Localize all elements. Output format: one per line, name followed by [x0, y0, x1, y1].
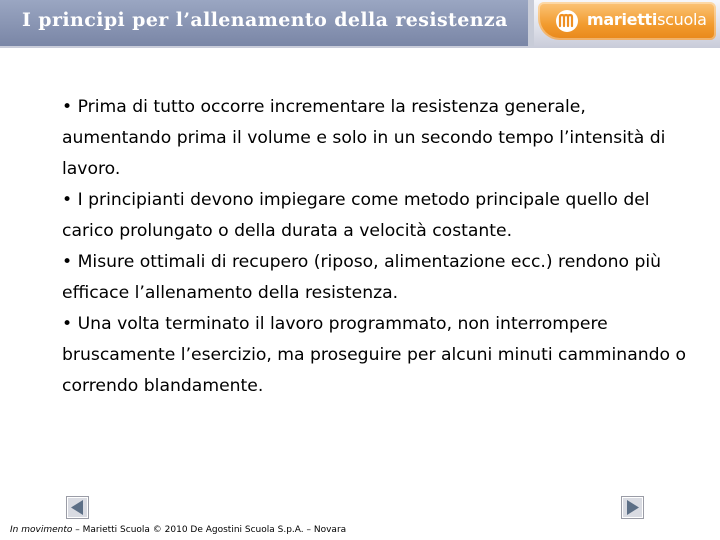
- publisher-logo: [538, 2, 716, 40]
- title-bar: [0, 0, 532, 46]
- bullet-paragraph: • Prima di tutto occorre incrementare la resistenza generale, aumentando prima il volume e solo in un secondo tempo l’intensità di lavoro.: [62, 97, 666, 179]
- page-title: I principi per l’allenamento della resistenza: [22, 9, 508, 31]
- triangle-right-icon: [621, 496, 644, 519]
- next-slide-button[interactable]: [621, 496, 644, 519]
- publisher-name-light: scuola: [657, 10, 707, 29]
- slide-body: [62, 92, 692, 402]
- footer-credit: [10, 525, 346, 535]
- publisher-name-bold: marietti: [587, 10, 658, 29]
- publisher-mark-icon: [555, 9, 581, 33]
- bullet-paragraph: • I principianti devono impiegare come metodo principale quello del carico prolungato o della durata a velocità costante.: [62, 190, 650, 241]
- book-title: In movimento: [10, 525, 73, 535]
- slide-header: [0, 0, 720, 48]
- previous-slide-button[interactable]: [66, 496, 89, 519]
- bullet-paragraph: • Misure ottimali di recupero (riposo, alimentazione ecc.) rendono più efficace l’allenamento della resistenza.: [62, 252, 662, 303]
- publisher-name: [587, 10, 707, 29]
- bullet-paragraph: • Una volta terminato il lavoro programmato, non interrompere bruscamente l’esercizio, ma proseguire per alcuni minuti camminando o correndo blandamente.: [62, 314, 687, 396]
- copyright-text: – Marietti Scuola © 2010 De Agostini Scuola S.p.A. – Novara: [72, 525, 347, 535]
- triangle-left-icon: [66, 496, 89, 519]
